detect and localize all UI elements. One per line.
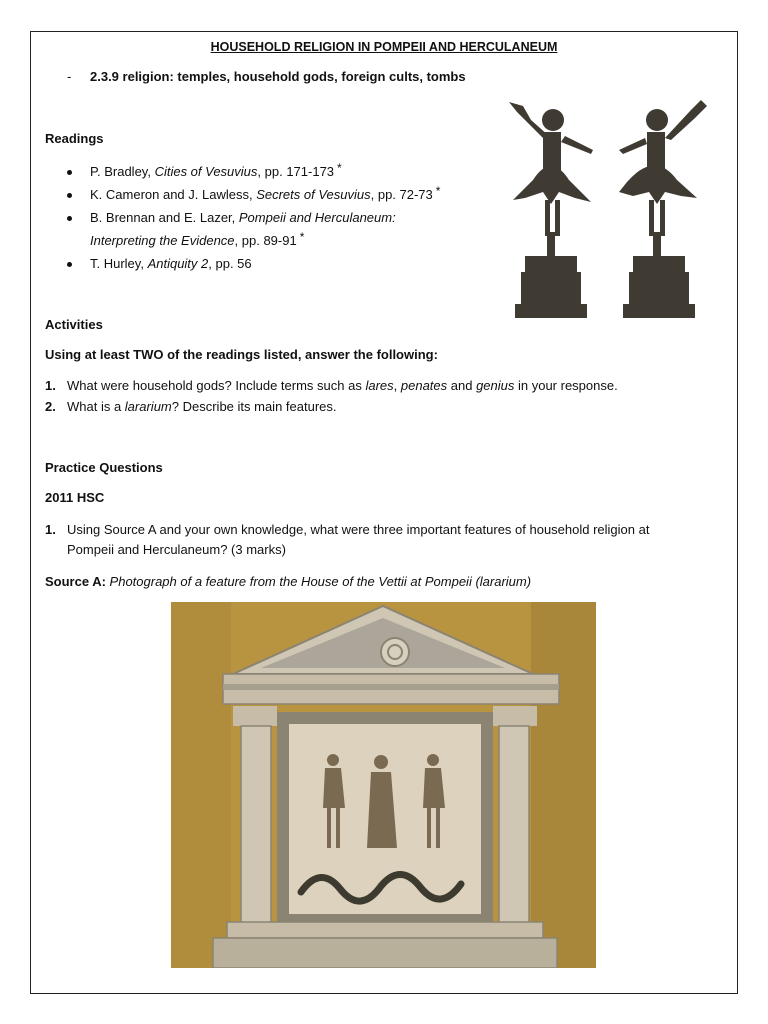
reading-item: K. Cameron and J. Lawless, Secrets of Vesuvius, pp. 72-73 * xyxy=(90,184,441,202)
reading-item: P. Bradley, Cities of Vesuvius, pp. 171-173 * xyxy=(90,161,342,179)
question-number: 1. xyxy=(45,378,56,393)
reading-item: B. Brennan and E. Lazer, Pompeii and Herculaneum: xyxy=(90,210,396,225)
lar-statuette-right xyxy=(619,100,707,318)
syllabus-dash: - xyxy=(67,69,72,84)
bullet-icon xyxy=(67,170,72,175)
source-caption: Source A: Photograph of a feature from the House of the Vettii at Pompeii (lararium) xyxy=(45,574,532,589)
practice-question-line-1: Using Source A and your own knowledge, what were three important features of household religion at xyxy=(67,522,650,537)
lares-statuettes-image xyxy=(495,92,710,324)
practice-heading: Practice Questions xyxy=(45,460,163,475)
exam-year-heading: 2011 HSC xyxy=(45,490,105,505)
activities-heading: Activities xyxy=(45,317,103,332)
activity-question-1: What were household gods? Include terms such as lares, penates and genius in your response. xyxy=(67,378,618,393)
page-title: HOUSEHOLD RELIGION IN POMPEII AND HERCULANEUM xyxy=(210,40,558,54)
syllabus-dot-point: 2.3.9 religion: temples, household gods, foreign cults, tombs xyxy=(90,69,466,84)
bullet-icon xyxy=(67,262,72,267)
activity-question-2: What is a lararium? Describe its main features. xyxy=(67,399,337,414)
readings-heading: Readings xyxy=(45,131,104,146)
reading-item: T. Hurley, Antiquity 2, pp. 56 xyxy=(90,256,252,271)
activities-instruction: Using at least TWO of the readings listed, answer the following: xyxy=(45,347,438,362)
bullet-icon xyxy=(67,216,72,221)
reading-item-continued: Interpreting the Evidence, pp. 89-91 * xyxy=(90,230,305,248)
question-number: 2. xyxy=(45,399,56,414)
practice-question-line-2: Pompeii and Herculaneum? (3 marks) xyxy=(67,542,286,557)
question-number: 1. xyxy=(45,522,56,537)
bullet-icon xyxy=(67,193,72,198)
lararium-photograph xyxy=(171,602,596,968)
lar-statuette-left xyxy=(509,102,593,318)
